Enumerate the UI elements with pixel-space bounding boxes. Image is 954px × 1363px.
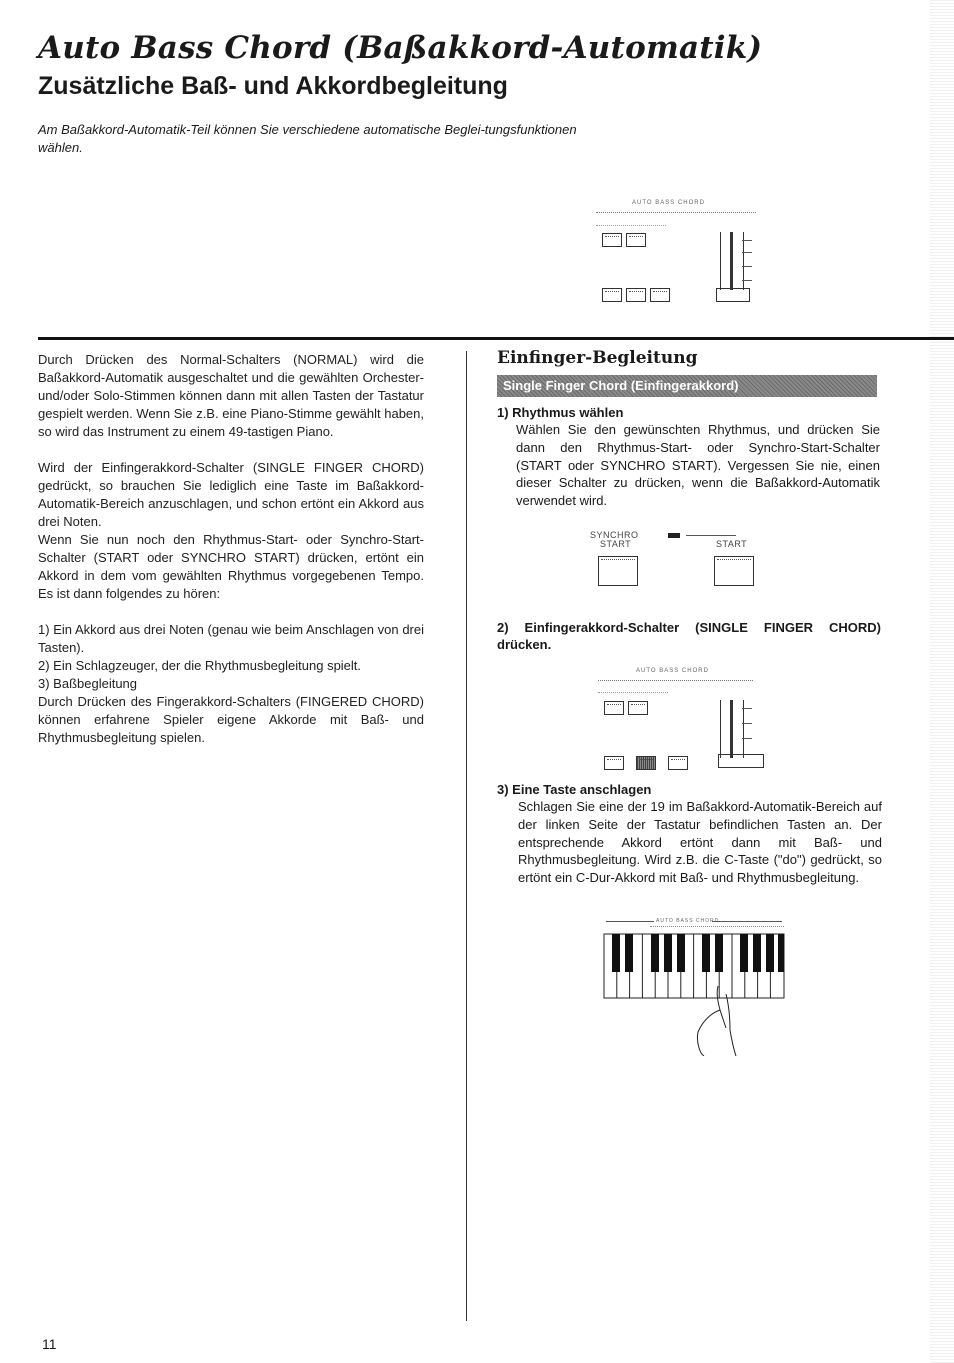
start-label-right: START (716, 539, 748, 549)
panel-button (604, 701, 624, 715)
step-body: Wählen Sie den gewünschten Rhythmus, und drücken Sie dann den Rhythmus-Start- oder Synchro-Start-Schalter (START oder SYNCHRO START). Vergessen Sie nie, einen dieser Schalter zu drücken, wenn die Baßakkord-Automatik verwendet wird. (516, 422, 880, 509)
scan-edge-texture (930, 0, 954, 1363)
keyboard-svg (600, 932, 790, 1056)
section-subtitle: Single Finger Chord (Einfingerakkord) (503, 378, 739, 393)
step-heading: 3) Eine Taste anschlagen (497, 782, 652, 797)
start-label-left: START (600, 539, 632, 549)
panel-label: AUTO BASS CHORD (636, 668, 709, 674)
section-title: Einfinger-Begleitung (497, 348, 698, 368)
single-finger-chord-button-pressed (636, 756, 656, 770)
step-body: Schlagen Sie eine der 19 im Baßakkord-Automatik-Bereich auf der linken Seite der Tastatur befindlichen Tasten an. Der entsprechende Akkord ertönt dann mit Baß- und Rhythmusbegleitung. Wird z.B. die C-Taste ("do") gedrückt, so ertönt ein C-Dur-Akkord mit Baß- und Rhythmusbegleitung. (518, 799, 882, 886)
panel-button (602, 233, 622, 247)
panel-button (626, 233, 646, 247)
synchro-start-button (598, 556, 638, 586)
list-item: 1) Ein Akkord aus drei Noten (genau wie beim Anschlagen von drei Tasten). (38, 622, 424, 655)
panel-button (602, 288, 622, 302)
list-item: 2) Ein Schlagzeuger, der die Rhythmusbegleitung spielt. (38, 658, 362, 673)
section-divider (38, 337, 954, 340)
panel-button (626, 288, 646, 302)
step-heading: 2) Einfingerakkord-Schalter (SINGLE FINGER CHORD) drücken. (497, 620, 881, 652)
keyboard-diagram (600, 916, 790, 1056)
paragraph: Wenn Sie nun noch den Rhythmus-Start- oder Synchro-Start-Schalter (START oder SYNCHRO START) drücken, ertönt ein Akkord in dem vom gewählten Rhythmus vorgegebenen Tempo. Es ist dann folgendes zu hören: (38, 532, 424, 601)
intro-text: Am Baßakkord-Automatik-Teil können Sie verschiedene automatische Beglei-tungsfunktionen wählen. (38, 122, 577, 155)
synchro-label: SYNCHRO (590, 530, 639, 540)
panel-button (628, 701, 648, 715)
column-divider (466, 351, 467, 1321)
paragraph: Wird der Einfingerakkord-Schalter (SINGLE FINGER CHORD) gedrückt, so brauchen Sie lediglich eine Taste im Baßakkord-Automatik-Bereich anzuschlagen, und schon ertönt ein Akkord aus drei Noten. (38, 460, 424, 529)
list-item: 3) Baßbegleitung (38, 676, 138, 691)
page-subtitle: Zusätzliche Baß- und Akkordbegleitung (38, 72, 508, 100)
paragraph: Durch Drücken des Fingerakkord-Schalters (FINGERED CHORD) können erfahrene Spieler eigene Akkorde mit Baß- und Rhythmusbegleitung spielen. (38, 694, 424, 745)
led-indicator (668, 533, 680, 538)
auto-bass-chord-panel-diagram (598, 668, 773, 773)
section-subtitle-bar (497, 375, 877, 397)
page-title: Auto Bass Chord (Baßakkord-Automatik) (38, 30, 763, 66)
panel-label: AUTO BASS CHORD (632, 200, 705, 206)
panel-button (668, 756, 688, 770)
start-button (714, 556, 754, 586)
page-number: 11 (42, 1336, 57, 1352)
panel-button (650, 288, 670, 302)
panel-button (604, 756, 624, 770)
step-heading: 1) Rhythmus wählen (497, 405, 624, 420)
auto-bass-chord-panel-diagram (596, 200, 766, 305)
start-buttons-diagram (590, 530, 770, 590)
keyboard-label: AUTO BASS CHORD (656, 918, 720, 924)
paragraph: Durch Drücken des Normal-Schalters (NORMAL) wird die Baßakkord-Automatik ausgeschaltet und die gewählten Orchester- und/oder Solo-Stimmen können dann mit allen Tasten der Tastatur gespielt werden. Wenn Sie z.B. eine Piano-Stimme gewählt haben, so wird das Instrument zu einem 49-tastigen Piano. (38, 352, 424, 439)
left-column (38, 351, 424, 747)
